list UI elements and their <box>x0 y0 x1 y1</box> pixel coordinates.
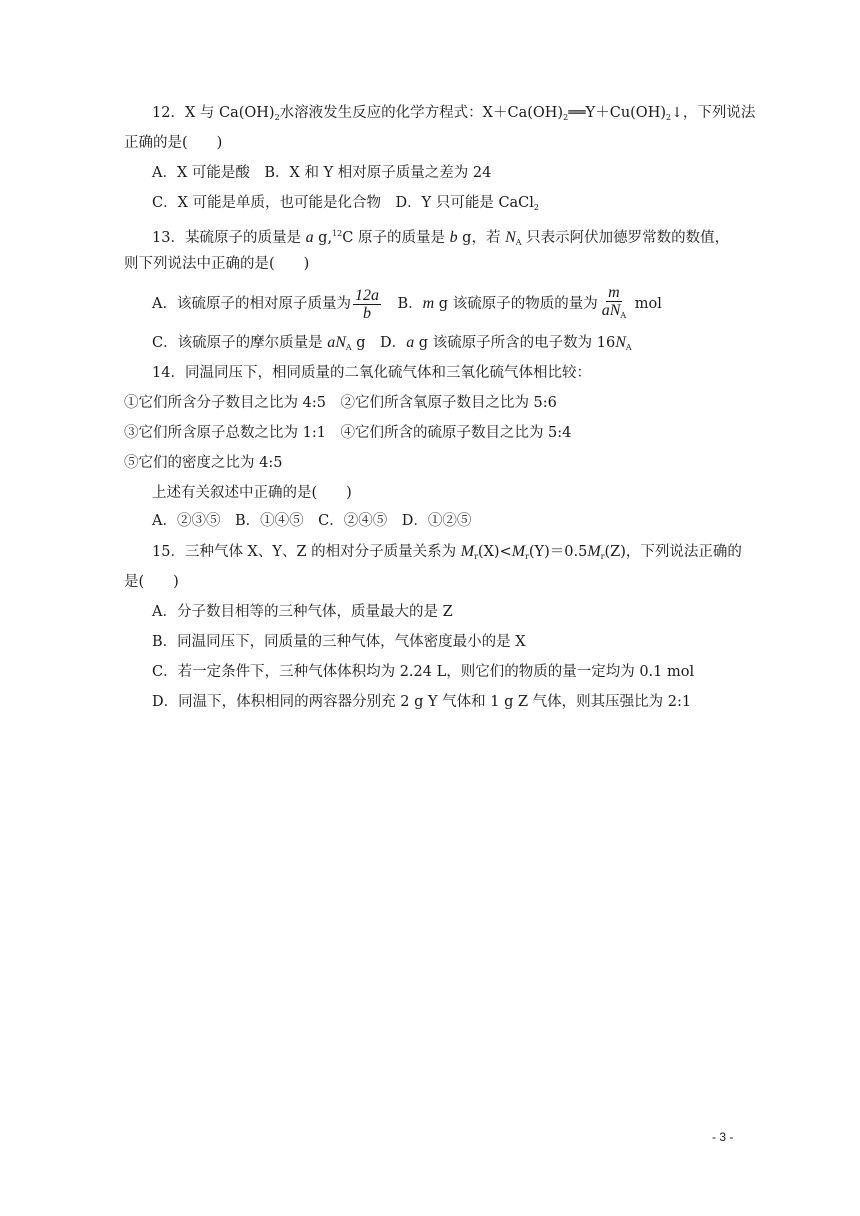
q12-text-a: 12．X 与 Ca(OH) <box>152 105 275 121</box>
q13-opt-c-unit: g D． <box>351 335 407 351</box>
q13-options-cd <box>152 333 632 358</box>
subscript: 2 <box>666 113 672 122</box>
q15-text: (Z)，下列说法正确的 <box>604 544 742 560</box>
q12-text-c: ══Y＋Cu(OH) <box>568 105 666 121</box>
q13-options-ab <box>152 284 662 324</box>
q13-stem <box>152 224 729 253</box>
q15-option-c: C．若一定条件下，三种气体体积均为 2.24 L，则它们的物质的量一定均为 0.1 mol <box>152 664 695 680</box>
q12-options-ab: A．X 可能是酸 B．X 和 Y 相对原子质量之差为 24 <box>152 165 492 181</box>
subscript: A <box>345 343 352 352</box>
var-m: m <box>422 295 435 312</box>
superscript: 12 <box>332 229 343 238</box>
q12-stem-line2: 正确的是( ) <box>124 135 223 151</box>
q13-stem-line2: 则下列说法中正确的是( ) <box>124 256 310 272</box>
subscript: 2 <box>274 113 280 122</box>
var-na: N <box>615 334 626 351</box>
q13-text: 只表示阿伏加德罗常数的数值， <box>521 230 730 246</box>
q12-options-cd <box>152 193 539 218</box>
q15-option-a: A．分子数目相等的三种气体，质量最大的是 Z <box>152 604 453 620</box>
subscript: A <box>620 311 627 320</box>
var-ana: aN <box>327 334 346 351</box>
var-na: N <box>505 229 516 246</box>
q15-stem <box>152 542 742 567</box>
q13-opt-d-text: g 该硫原子所含的电子数为 16 <box>414 335 616 351</box>
subscript: 2 <box>563 113 569 122</box>
q15-text: (X)< <box>477 544 512 560</box>
q14-options: A．②③⑤ B．①④⑤ C．②④⑤ D．①②⑤ <box>152 513 472 529</box>
q15-text: (Y)＝0.5 <box>528 544 588 560</box>
denominator <box>600 302 628 324</box>
q13-opt-b-fraction <box>600 284 628 324</box>
subscript: r <box>525 552 529 561</box>
q12-text-b: 水溶液发生反应的化学方程式：X＋Ca(OH) <box>279 105 564 121</box>
numerator: m <box>608 284 620 301</box>
subscript: r <box>474 552 478 561</box>
q15-stem-line2: 是( ) <box>124 574 179 590</box>
q15-text: 15．三种气体 X、Y、Z 的相对分子质量关系为 <box>152 544 461 560</box>
q12-opt-cd-text: C．X 可能是单质，也可能是化合物 D．Y 只可能是 CaCl <box>152 195 534 211</box>
var-m: M <box>460 543 475 560</box>
var-a: a <box>305 229 314 246</box>
q15-option-b: B．同温同压下，同质量的三种气体，气体密度最小的是 X <box>152 634 526 650</box>
var-m: M <box>587 543 601 560</box>
subscript: A <box>625 343 632 352</box>
q13-opt-b-label: B． <box>382 296 423 312</box>
q13-text: g, <box>313 230 333 246</box>
q13-text: 13．某硫原子的质量是 <box>152 230 306 246</box>
q14-statements-34: ③它们所含原子总数之比为 1:1 ④它们所含的硫原子数目之比为 5:4 <box>124 425 572 441</box>
var-m: M <box>511 543 526 560</box>
denominator: b <box>362 304 371 322</box>
down-arrow-icon: ↓ <box>671 105 683 121</box>
numerator: 12a <box>354 286 379 304</box>
q14-statements-12: ①它们所含分子数目之比为 4:5 ②它们所含氧原子数目之比为 5:6 <box>124 395 557 411</box>
var-b: b <box>449 229 458 246</box>
unit: mol <box>630 296 662 312</box>
q13-opt-a-text: A．该硫原子的相对原子质量为 <box>152 296 351 312</box>
q15-option-d: D．同温下，体积相同的两容器分别充 2 g Y 气体和 1 g Z 气体，则其压强比为 2:1 <box>152 694 692 710</box>
subscript: 2 <box>533 203 540 212</box>
denominator-text: aN <box>601 302 621 319</box>
q13-opt-c-text: C．该硫原子的摩尔质量是 <box>152 335 328 351</box>
q12-text-d: ，下列说法 <box>682 105 756 121</box>
q14-statement-5: ⑤它们的密度之比为 4:5 <box>124 455 283 471</box>
q14-stem: 14．同温同压下，相同质量的二氧化硫气体和三氧化硫气体相比较： <box>152 365 591 381</box>
q13-opt-b-text: g 该硫原子的物质的量为 <box>434 296 598 312</box>
q13-text: g，若 <box>457 230 506 246</box>
page-number: - 3 - <box>712 1130 734 1144</box>
q13-text: C 原子的质量是 <box>342 230 450 246</box>
q14-question: 上述有关叙述中正确的是( ) <box>152 485 352 501</box>
q13-opt-a-fraction <box>353 287 381 322</box>
q12-stem <box>152 103 755 128</box>
subscript: r <box>600 552 605 561</box>
subscript: A <box>515 238 522 247</box>
var-a: a <box>406 334 415 351</box>
